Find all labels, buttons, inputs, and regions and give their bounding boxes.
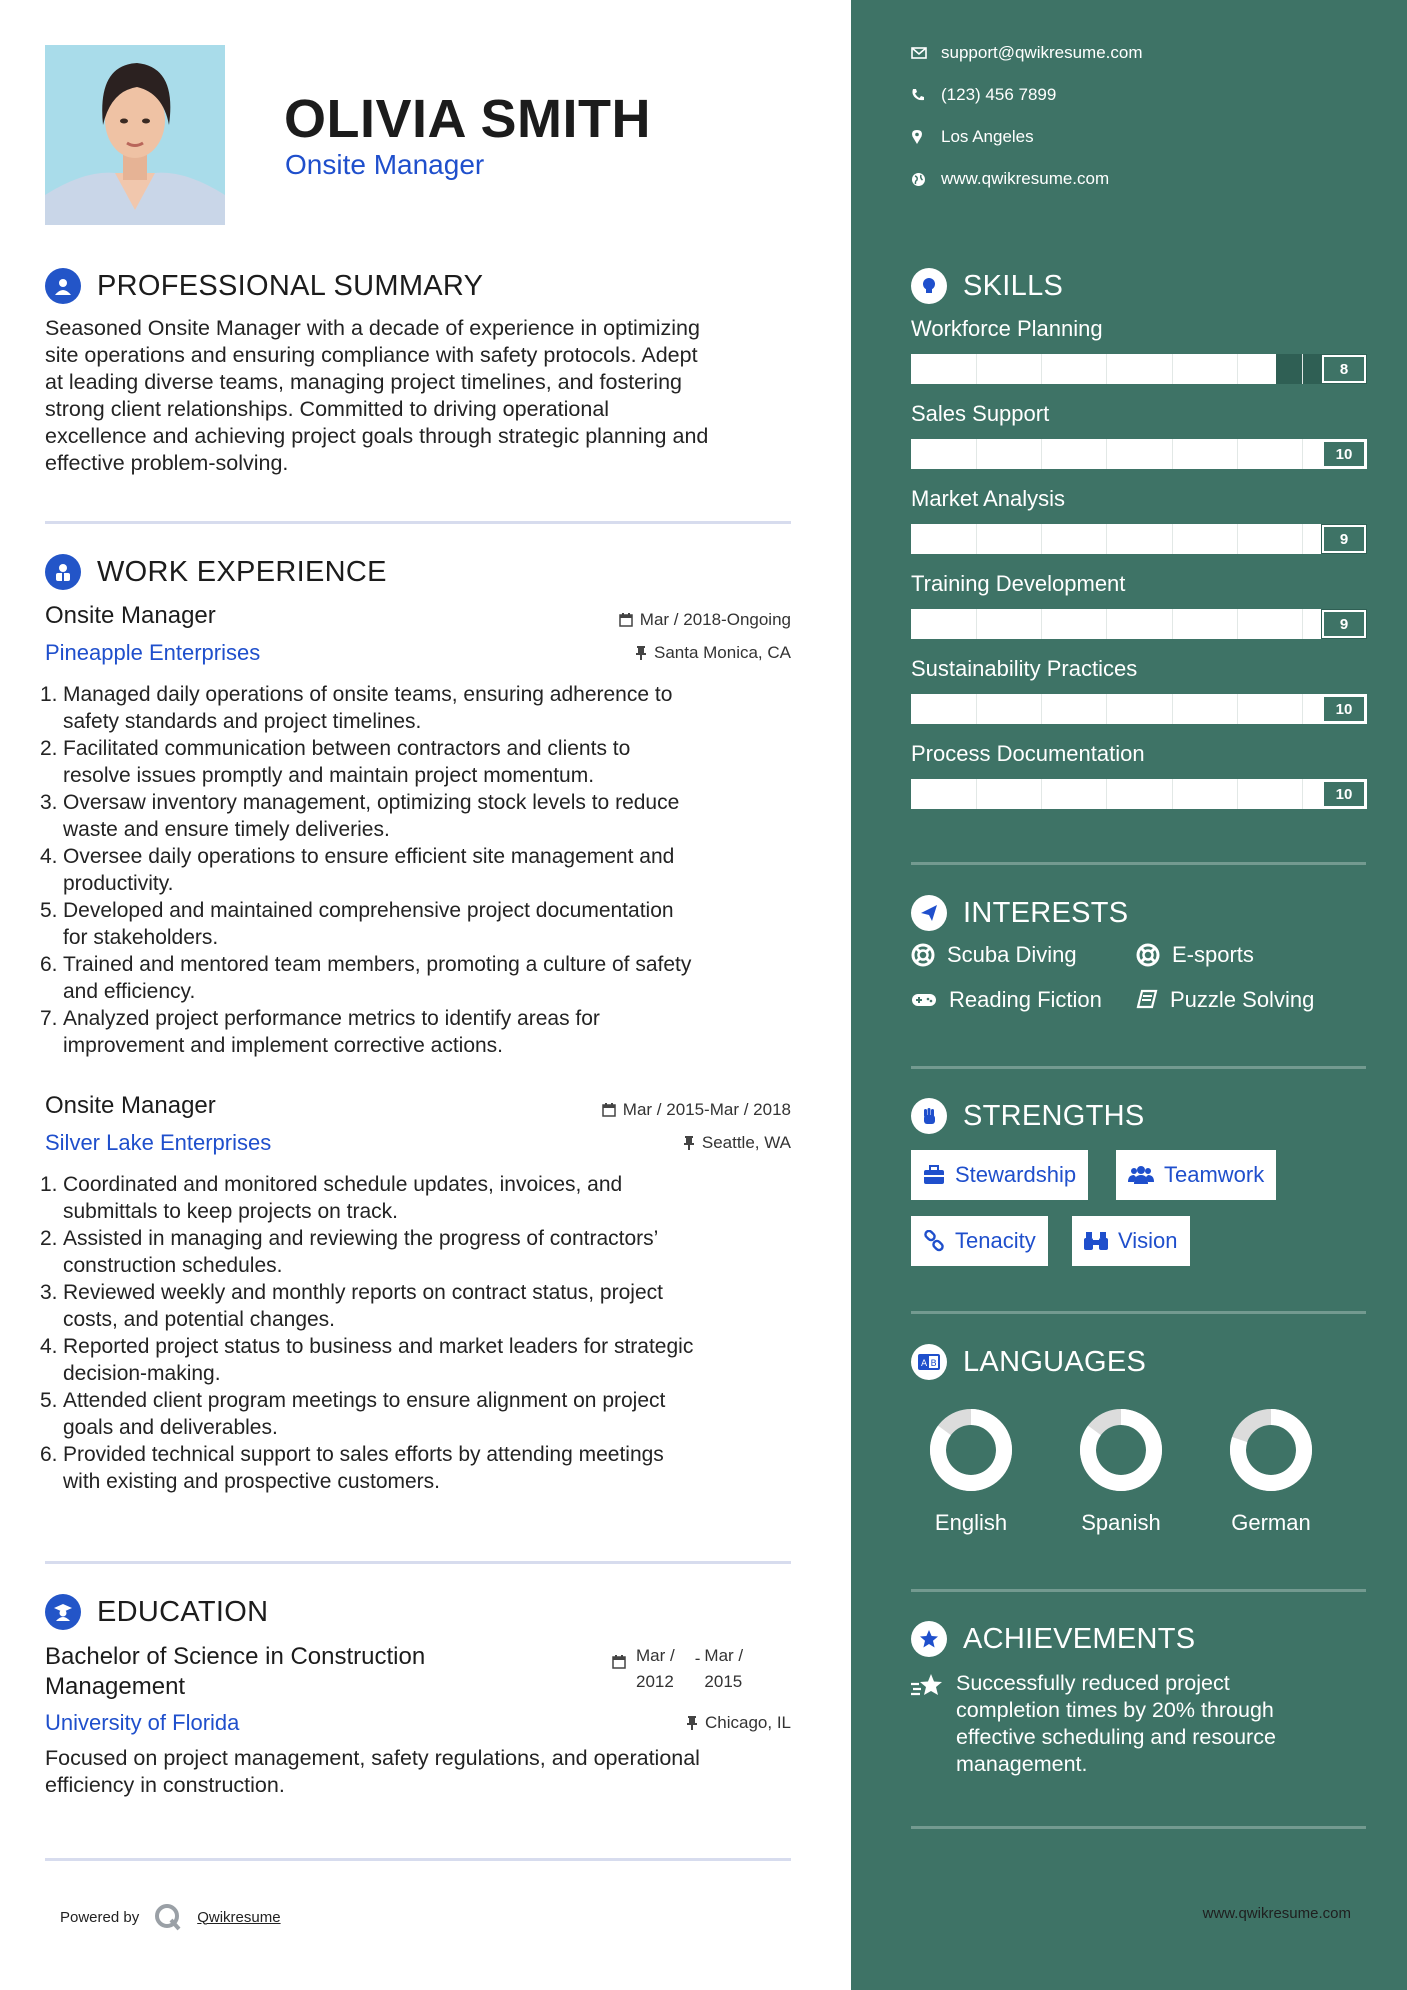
item-number: 3. (40, 791, 58, 814)
summary-text (45, 315, 795, 477)
job-location-text: Seattle, WA (701, 1133, 791, 1152)
shooting-star-icon (911, 1672, 945, 1700)
skills-title: SKILLS (963, 269, 1064, 302)
skill-name: Training Development (911, 571, 1126, 596)
skill-bar-segment (1041, 609, 1042, 639)
divider (911, 1826, 1366, 1829)
item-number: 2. (40, 737, 58, 760)
achievement-line: management. (956, 1752, 1088, 1776)
item-line: goals and deliverables. (63, 1416, 278, 1439)
skill-name: Process Documentation (911, 741, 1145, 766)
summary-line: Seasoned Onsite Manager with a decade of experience in optimizing (45, 316, 700, 340)
company-name: Silver Lake Enterprises (45, 1130, 272, 1155)
degree-line: Bachelor of Science in Construction (45, 1643, 426, 1670)
item-line: waste and ensure timely deliveries. (63, 818, 390, 841)
interest-item (911, 987, 1102, 1013)
item-line: Analyzed project performance metrics to identify areas for (63, 1007, 600, 1030)
divider (45, 521, 791, 524)
job-dates-text: Mar / 2018-Ongoing (639, 610, 791, 629)
strength-badge (1116, 1150, 1276, 1200)
skill-bar-segment (1172, 609, 1173, 639)
skill-bar-segment (1041, 779, 1042, 809)
skill-bar-segment (1237, 694, 1238, 724)
skill-level: 9 (1322, 525, 1366, 553)
skill-bar-segment (1237, 524, 1238, 554)
item-line: Reviewed weekly and monthly reports on contract status, project (63, 1281, 663, 1304)
skill-bar-segment (1302, 354, 1303, 384)
item-number: 6. (40, 953, 58, 976)
skill-name: Market Analysis (911, 486, 1066, 511)
skill-level: 10 (1322, 695, 1366, 723)
item-line: Trained and mentored team members, promoting a culture of safety (63, 953, 692, 976)
summary-line: excellence and achieving project goals through strategic planning and (45, 424, 709, 448)
calendar-icon (619, 613, 633, 627)
fist-icon (911, 1098, 947, 1134)
education-dates (612, 1643, 743, 1695)
book-icon (1136, 989, 1158, 1011)
skill-bar-segment (1172, 694, 1173, 724)
item-number: 1. (40, 683, 58, 706)
item-line: resolve issues promptly and maintain project momentum. (63, 764, 595, 787)
date-separator: - (694, 1649, 701, 1668)
languages-heading (911, 1344, 1146, 1380)
strength-badge (1072, 1216, 1190, 1266)
user-icon (45, 268, 81, 304)
interest-label: Scuba Diving (947, 942, 1077, 967)
skill-bar-fill (911, 779, 1367, 809)
skill-level: 10 (1322, 780, 1366, 808)
skill-bar-fill (911, 609, 1321, 639)
item-line: with existing and prospective customers. (63, 1470, 441, 1493)
divider (911, 1066, 1366, 1069)
interests-title: INTERESTS (963, 896, 1129, 929)
item-line: productivity. (63, 872, 174, 895)
powered-by-label: Powered by (60, 1908, 140, 1926)
strength-badge (911, 1216, 1048, 1266)
job-dates-text: Mar / 2015-Mar / 2018 (622, 1100, 791, 1119)
skill-bar-fill (911, 439, 1367, 469)
users-icon (1128, 1165, 1154, 1185)
skill-bar-segment (976, 779, 977, 809)
item-number: 4. (40, 1335, 58, 1358)
interest-label: Reading Fiction (949, 987, 1102, 1012)
candidate-title: Onsite Manager (285, 149, 485, 180)
list-item (40, 735, 800, 789)
achievements-title: ACHIEVEMENTS (963, 1622, 1196, 1655)
list-item (40, 789, 800, 843)
phone-text: (123) 456 7899 (941, 85, 1057, 104)
interest-item (911, 942, 1077, 968)
interest-item (1136, 942, 1254, 968)
strength-label: Vision (1118, 1228, 1178, 1253)
item-line: construction schedules. (63, 1254, 283, 1277)
skill-bar-segment (1237, 779, 1238, 809)
star-badge-icon (911, 1621, 947, 1657)
list-item (40, 681, 800, 735)
item-line: Reported project status to business and market leaders for strategic (63, 1335, 694, 1358)
briefcase-user-icon (45, 554, 81, 590)
sidebar (851, 0, 1407, 1990)
divider (911, 862, 1366, 865)
education-heading (45, 1594, 268, 1630)
interest-label: Puzzle Solving (1170, 987, 1315, 1012)
skill-bar-segment (1302, 439, 1303, 469)
interest-item (1136, 987, 1314, 1013)
globe-icon (911, 172, 926, 187)
list-item (40, 1225, 800, 1279)
skill-bar-segment (1302, 694, 1303, 724)
skill-name: Workforce Planning (911, 316, 1103, 341)
contact-location (911, 127, 1034, 147)
candidate-name: OLIVIA SMITH (284, 89, 651, 149)
pin-icon (686, 1716, 698, 1730)
skill-bar-segment (976, 524, 977, 554)
svg-text:A: A (921, 1359, 928, 1369)
list-item (40, 1005, 800, 1059)
experience-heading (45, 554, 387, 590)
location-text: Los Angeles (941, 127, 1034, 146)
translate-icon (911, 1344, 947, 1380)
divider (911, 1589, 1366, 1592)
item-line: and efficiency. (63, 980, 196, 1003)
item-line: Assisted in managing and reviewing the progress of contractors’ (63, 1227, 659, 1250)
summary-line: effective problem-solving. (45, 451, 289, 475)
skill-bar-segment (1302, 779, 1303, 809)
item-number: 3. (40, 1281, 58, 1304)
achievement-text (956, 1670, 1276, 1778)
job-title: Onsite Manager (45, 602, 216, 629)
envelope-icon (911, 47, 927, 59)
skill-bar-segment (976, 694, 977, 724)
skill-bar-segment (1302, 609, 1303, 639)
skills-heading (911, 268, 1063, 304)
item-number: 7. (40, 1007, 58, 1030)
strengths-heading (911, 1098, 1145, 1134)
phone-icon (911, 88, 925, 102)
item-number: 5. (40, 899, 58, 922)
skill-level: 8 (1322, 355, 1366, 383)
list-item (40, 951, 800, 1005)
item-number: 2. (40, 1227, 58, 1250)
skill-bar-segment (1172, 779, 1173, 809)
summary-line: at leading diverse teams, managing project timelines, and fostering (45, 370, 682, 394)
pin-icon (683, 1136, 695, 1150)
list-item (40, 1279, 800, 1333)
skill-bar-segment (1106, 524, 1107, 554)
skill-name: Sustainability Practices (911, 656, 1138, 681)
item-line: submittals to keep projects on track. (63, 1200, 398, 1223)
education-location-text: Chicago, IL (705, 1713, 791, 1732)
divider (45, 1858, 791, 1861)
binoculars-icon (1084, 1231, 1108, 1251)
skill-level: 9 (1322, 610, 1366, 638)
job-location-text: Santa Monica, CA (653, 643, 791, 662)
job-location (635, 643, 791, 663)
education-line: efficiency in construction. (45, 1773, 285, 1797)
email-text: support@qwikresume.com (941, 43, 1143, 62)
qwikresume-logo-icon (153, 1902, 183, 1932)
item-line: Coordinated and monitored schedule updates, invoices, and (63, 1173, 623, 1196)
skill-bar-segment (1106, 694, 1107, 724)
list-item (40, 1171, 800, 1225)
item-line: Facilitated communication between contractors and clients to (63, 737, 631, 760)
summary-line: site operations and ensuring compliance with safety protocols. Adept (45, 343, 698, 367)
skill-bar-segment (1041, 694, 1042, 724)
job-bullets (40, 1171, 800, 1495)
company-name: Pineapple Enterprises (45, 640, 261, 665)
lifebuoy-icon (1136, 943, 1160, 967)
job-dates (602, 1100, 791, 1120)
language-label: German (1231, 1510, 1311, 1535)
calendar-icon (602, 1103, 616, 1117)
item-line: Oversaw inventory management, optimizing stock levels to reduce (63, 791, 680, 814)
skill-bar (911, 609, 1367, 639)
achievement-line: Successfully reduced project (956, 1671, 1230, 1695)
skill-level: 10 (1322, 440, 1366, 468)
list-item (40, 1387, 800, 1441)
item-number: 1. (40, 1173, 58, 1196)
education-description (45, 1745, 795, 1799)
languages-title: LANGUAGES (963, 1345, 1147, 1378)
school-name: University of Florida (45, 1710, 240, 1735)
item-line: Attended client program meetings to ensure alignment on project (63, 1389, 666, 1412)
achievement-line: effective scheduling and resource (956, 1725, 1276, 1749)
experience-title: WORK EXPERIENCE (97, 555, 387, 588)
skill-bar-segment (1106, 439, 1107, 469)
profile-photo (45, 45, 225, 225)
paper-plane-icon (911, 895, 947, 931)
start-month: Mar / (636, 1646, 675, 1665)
graduate-icon (45, 1594, 81, 1630)
calendar-icon (612, 1655, 626, 1669)
skill-bar-segment (1172, 524, 1173, 554)
powered-by (60, 1902, 281, 1932)
start-year: 2012 (636, 1672, 674, 1691)
gamepad-icon (911, 991, 937, 1009)
degree (45, 1642, 425, 1702)
brand-link[interactable]: Qwikresume (197, 1908, 281, 1926)
end-month: Mar / (704, 1646, 744, 1665)
job-dates (619, 610, 791, 630)
summary-heading (45, 268, 483, 304)
language-label: English (934, 1510, 1008, 1535)
education-title: EDUCATION (97, 1595, 269, 1628)
skill-bar-segment (976, 439, 977, 469)
skill-bar-segment (1172, 439, 1173, 469)
job-location (683, 1133, 791, 1153)
skill-bar-segment (1237, 439, 1238, 469)
skill-bar-segment (1041, 354, 1042, 384)
skill-bar-segment (1172, 354, 1173, 384)
degree-line: Management (45, 1673, 186, 1700)
contact-email[interactable] (911, 43, 1143, 63)
list-item (40, 897, 800, 951)
link-icon (923, 1230, 945, 1252)
item-number: 5. (40, 1389, 58, 1412)
skill-bar-segment (976, 609, 977, 639)
skill-bar-segment (976, 354, 977, 384)
language-donut (1076, 1405, 1166, 1495)
svg-text:B: B (930, 1359, 937, 1369)
skill-bar (911, 779, 1367, 809)
education-line: Focused on project management, safety regulations, and operational (45, 1746, 700, 1770)
skill-bar (911, 354, 1367, 384)
skill-bar-segment (1106, 779, 1107, 809)
item-line: Oversee daily operations to ensure efficient site management and (63, 845, 675, 868)
achievement-line: completion times by 20% through (956, 1698, 1274, 1722)
contact-website[interactable] (911, 169, 1109, 189)
footer-site[interactable]: www.qwikresume.com (1202, 1905, 1351, 1922)
item-line: decision-making. (63, 1362, 221, 1385)
interest-label: E-sports (1172, 942, 1254, 967)
skill-bar-fill (911, 354, 1276, 384)
contact-phone[interactable] (911, 85, 1056, 105)
skill-bar-segment (1041, 524, 1042, 554)
skill-bar (911, 524, 1367, 554)
strengths-title: STRENGTHS (963, 1099, 1145, 1132)
achievements-heading (911, 1621, 1195, 1657)
item-line: Managed daily operations of onsite teams, ensuring adherence to (63, 683, 673, 706)
skill-name: Sales Support (911, 401, 1050, 426)
language-label: Spanish (1081, 1510, 1161, 1535)
strength-badge (911, 1150, 1088, 1200)
skill-bar-fill (911, 694, 1367, 724)
list-item (40, 843, 800, 897)
skill-bar-segment (1106, 609, 1107, 639)
list-item (40, 1441, 800, 1495)
job-title: Onsite Manager (45, 1092, 216, 1119)
item-line: for stakeholders. (63, 926, 219, 949)
list-item (40, 1333, 800, 1387)
lifebuoy-icon (911, 943, 935, 967)
divider (45, 1561, 791, 1564)
website-text: www.qwikresume.com (941, 169, 1110, 188)
skill-bar-segment (1041, 439, 1042, 469)
education-location (686, 1713, 791, 1733)
item-line: Developed and maintained comprehensive project documentation (63, 899, 674, 922)
summary-line: strong client relationships. Committed to driving operational (45, 397, 610, 421)
divider (911, 1311, 1366, 1314)
skill-bar-segment (1237, 609, 1238, 639)
pin-icon (635, 646, 647, 660)
strength-label: Stewardship (955, 1162, 1077, 1187)
item-line: safety standards and project timelines. (63, 710, 422, 733)
language-donut (926, 1405, 1016, 1495)
language-donut (1226, 1405, 1316, 1495)
item-number: 6. (40, 1443, 58, 1466)
skill-bar (911, 439, 1367, 469)
interests-heading (911, 895, 1128, 931)
item-line: costs, and potential changes. (63, 1308, 336, 1331)
item-line: Provided technical support to sales efforts by attending meetings (63, 1443, 664, 1466)
skill-bar-segment (1106, 354, 1107, 384)
skill-bar-fill (911, 524, 1321, 554)
end-year: 2015 (704, 1672, 743, 1691)
skill-bar-segment (1237, 354, 1238, 384)
item-number: 4. (40, 845, 58, 868)
item-line: improvement and implement corrective actions. (63, 1034, 504, 1057)
job-bullets (40, 681, 800, 1059)
strength-label: Tenacity (955, 1228, 1036, 1253)
skill-bar-segment (1302, 524, 1303, 554)
skill-bar (911, 694, 1367, 724)
strength-label: Teamwork (1164, 1162, 1265, 1187)
summary-title: PROFESSIONAL SUMMARY (97, 269, 484, 302)
briefcase-icon (923, 1165, 945, 1185)
lightbulb-icon (911, 268, 947, 304)
location-pin-icon (911, 129, 923, 145)
